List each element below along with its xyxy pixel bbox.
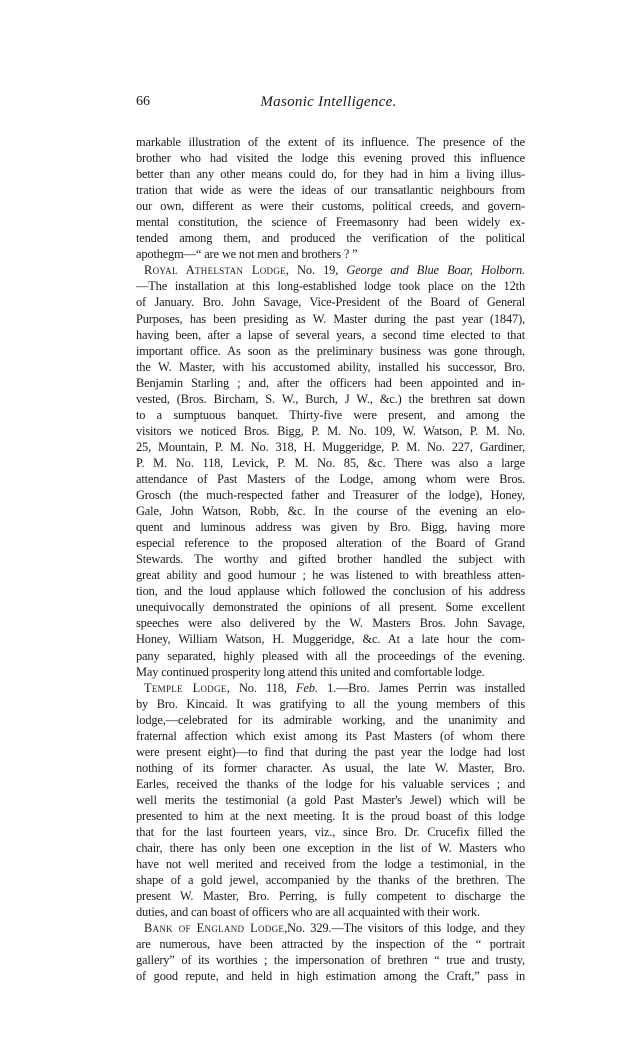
text-line: Grosch (the much-respected father and Treasurer of the lodge), Honey, xyxy=(136,488,525,503)
lodge-name: Bank of England Lodge xyxy=(144,921,285,936)
meeting-date: Feb. xyxy=(296,680,318,695)
text-line: especial reference to the proposed alteration of the Board of Grand xyxy=(136,536,525,551)
body-text xyxy=(136,134,525,984)
text-line: of January. Bro. John Savage, Vice-President of the Board of General xyxy=(136,295,525,310)
lodge-name: Temple Lodge xyxy=(144,680,227,695)
text-line: P. M. No. 118, Levick, P. M. No. 85, &c. There was also a large xyxy=(136,455,525,470)
text-line: our own, different as were their customs, political creeds, and govern- xyxy=(136,199,525,214)
text-line: Gale, John Watson, Robb, &c. In the course of the evening an elo- xyxy=(136,504,525,519)
text-line: by Bro. Kincaid. It was gratifying to all the young members of this xyxy=(136,696,525,711)
text-line: gallery” of its worthies ; the impersonation of brethren “ true and trusty, xyxy=(136,953,525,968)
text-line: present W. Master, Bro. Perring, is fully competent to discharge the xyxy=(136,889,525,904)
text-line: shape of a gold jewel, accompanied by the thanks of the brethren. The xyxy=(136,873,525,888)
paragraph-heading-line xyxy=(136,262,525,278)
paragraph-heading-line xyxy=(136,920,525,936)
text-line: to a sumptuous banquet. Thirty-five were present, and among the xyxy=(136,407,525,422)
text-line: Benjamin Starling ; and, after the officers had been appointed and in- xyxy=(136,375,525,390)
text-line: 25, Mountain, P. M. No. 318, H. Muggeridge, P. M. No. 227, Gardiner, xyxy=(136,439,525,454)
text-line: the W. Master, with his accustomed ability, installed his successor, Bro. xyxy=(136,359,525,374)
text-line: tended among them, and produced the verification of the political xyxy=(136,231,525,246)
text-line: great ability and good humour ; he was listened to with breathless atten- xyxy=(136,568,525,583)
paragraph-temple-lodge xyxy=(136,680,525,921)
text-line: mental constitution, the science of Freemasonry had been widely ex- xyxy=(136,215,525,230)
text-line: having been, after a lapse of several years, a second time elected to that xyxy=(136,327,525,342)
text-line: Honey, William Watson, H. Muggeridge, &c. At a late hour the com- xyxy=(136,632,525,647)
text-line: brother who had visited the lodge this evening proved this influence xyxy=(136,151,525,166)
text-line: Stewards. The worthy and gifted brother handled the subject with xyxy=(136,552,525,567)
text-line: were present eight)—to find that during the past year the lodge had lost xyxy=(136,744,525,759)
text-line: markable illustration of the extent of its influence. The presence of the xyxy=(136,135,525,149)
text-line: better than any other means could do, for they had in him a living illus- xyxy=(136,167,525,182)
paragraph-bank-of-england xyxy=(136,920,525,984)
text-line: duties, and can boast of officers who are all acquainted with their work. xyxy=(136,905,480,920)
text-line: well merits the testimonial (a gold Past Master's Jewel) which will be xyxy=(136,792,525,807)
paragraph-royal-athelstan xyxy=(136,262,525,679)
running-head xyxy=(136,94,521,114)
text-line: of good repute, and held in high estimation among the Craft,” pass in xyxy=(136,969,525,984)
text-line: apothegm—“ are we not men and brothers ? ” xyxy=(136,247,358,262)
text-line: Earles, received the thanks of the lodge for his valuable services ; and xyxy=(136,776,525,791)
heading-line-rest: ,No. 329.—The visitors of this lodge, and they xyxy=(284,921,525,936)
text-line: vested, (Bros. Bircham, S. W., Burch, J W., &c.) the brethren sat down xyxy=(136,391,525,406)
text-line: nothing of its former character. As usual, the late W. Master, Bro. xyxy=(136,760,525,775)
text-line: that for the last fourteen years, viz., since Bro. Dr. Crucefix filled the xyxy=(136,825,525,840)
page-number: 66 xyxy=(136,94,150,109)
text-line: quent and luminous address was given by Bro. Bigg, having more xyxy=(136,520,525,535)
lodge-name: Royal Athelstan Lodge xyxy=(144,263,286,278)
text-line: lodge,—celebrated for its admirable working, and the unanimity and xyxy=(136,712,525,727)
text-line: speeches were also delivered by the W. Masters Bros. John Savage, xyxy=(136,616,525,631)
text-line: attendance of Past Masters of the Lodge, among whom were Bros. xyxy=(136,471,525,486)
heading-line-rest: 1.—Bro. James Perrin was installed xyxy=(317,680,525,695)
running-title: Masonic Intelligence. xyxy=(260,94,397,110)
text-line: —The installation at this long-established lodge took place on the 12th xyxy=(136,279,525,294)
text-line: May continued prosperity long attend this united and comfortable lodge. xyxy=(136,664,485,679)
text-line: unequivocally demonstrated the opinions of all present. Some excellent xyxy=(136,600,525,615)
text-line: tration that wide as were the ideas of our transatlantic neighbours from xyxy=(136,183,525,198)
paragraph-heading-line xyxy=(136,680,525,696)
text-line: have not well merited and received from the lodge a testimonial, in the xyxy=(136,857,525,872)
lodge-number: , No. 19, xyxy=(285,263,347,278)
text-line: pany separated, highly pleased with all the proceedings of the evening. xyxy=(136,648,525,663)
text-line: presented to him at the next meeting. It is the proud boast of this lodge xyxy=(136,808,525,823)
lodge-number: , No. 118, xyxy=(226,680,296,695)
text-line: tion, and the loud applause which followed the conclusion of his address xyxy=(136,584,525,599)
lodge-venue: George and Blue Boar, Holborn. xyxy=(346,263,525,278)
text-line: fraternal affection which exist among its Past Masters (of whom there xyxy=(136,728,525,743)
text-line: chair, there has only been one exception in the list of W. Masters who xyxy=(136,841,525,856)
text-line: are numerous, have been attracted by the inspection of the “ portrait xyxy=(136,937,525,952)
text-line: important office. As soon as the preliminary business was gone through, xyxy=(136,343,525,358)
text-line: visitors we noticed Bros. Bigg, P. M. No. 109, W. Watson, P. M. No. xyxy=(136,423,525,438)
text-line: Purposes, has been presiding as W. Master during the past year (1847), xyxy=(136,311,525,326)
paragraph-apothegm xyxy=(136,134,525,262)
